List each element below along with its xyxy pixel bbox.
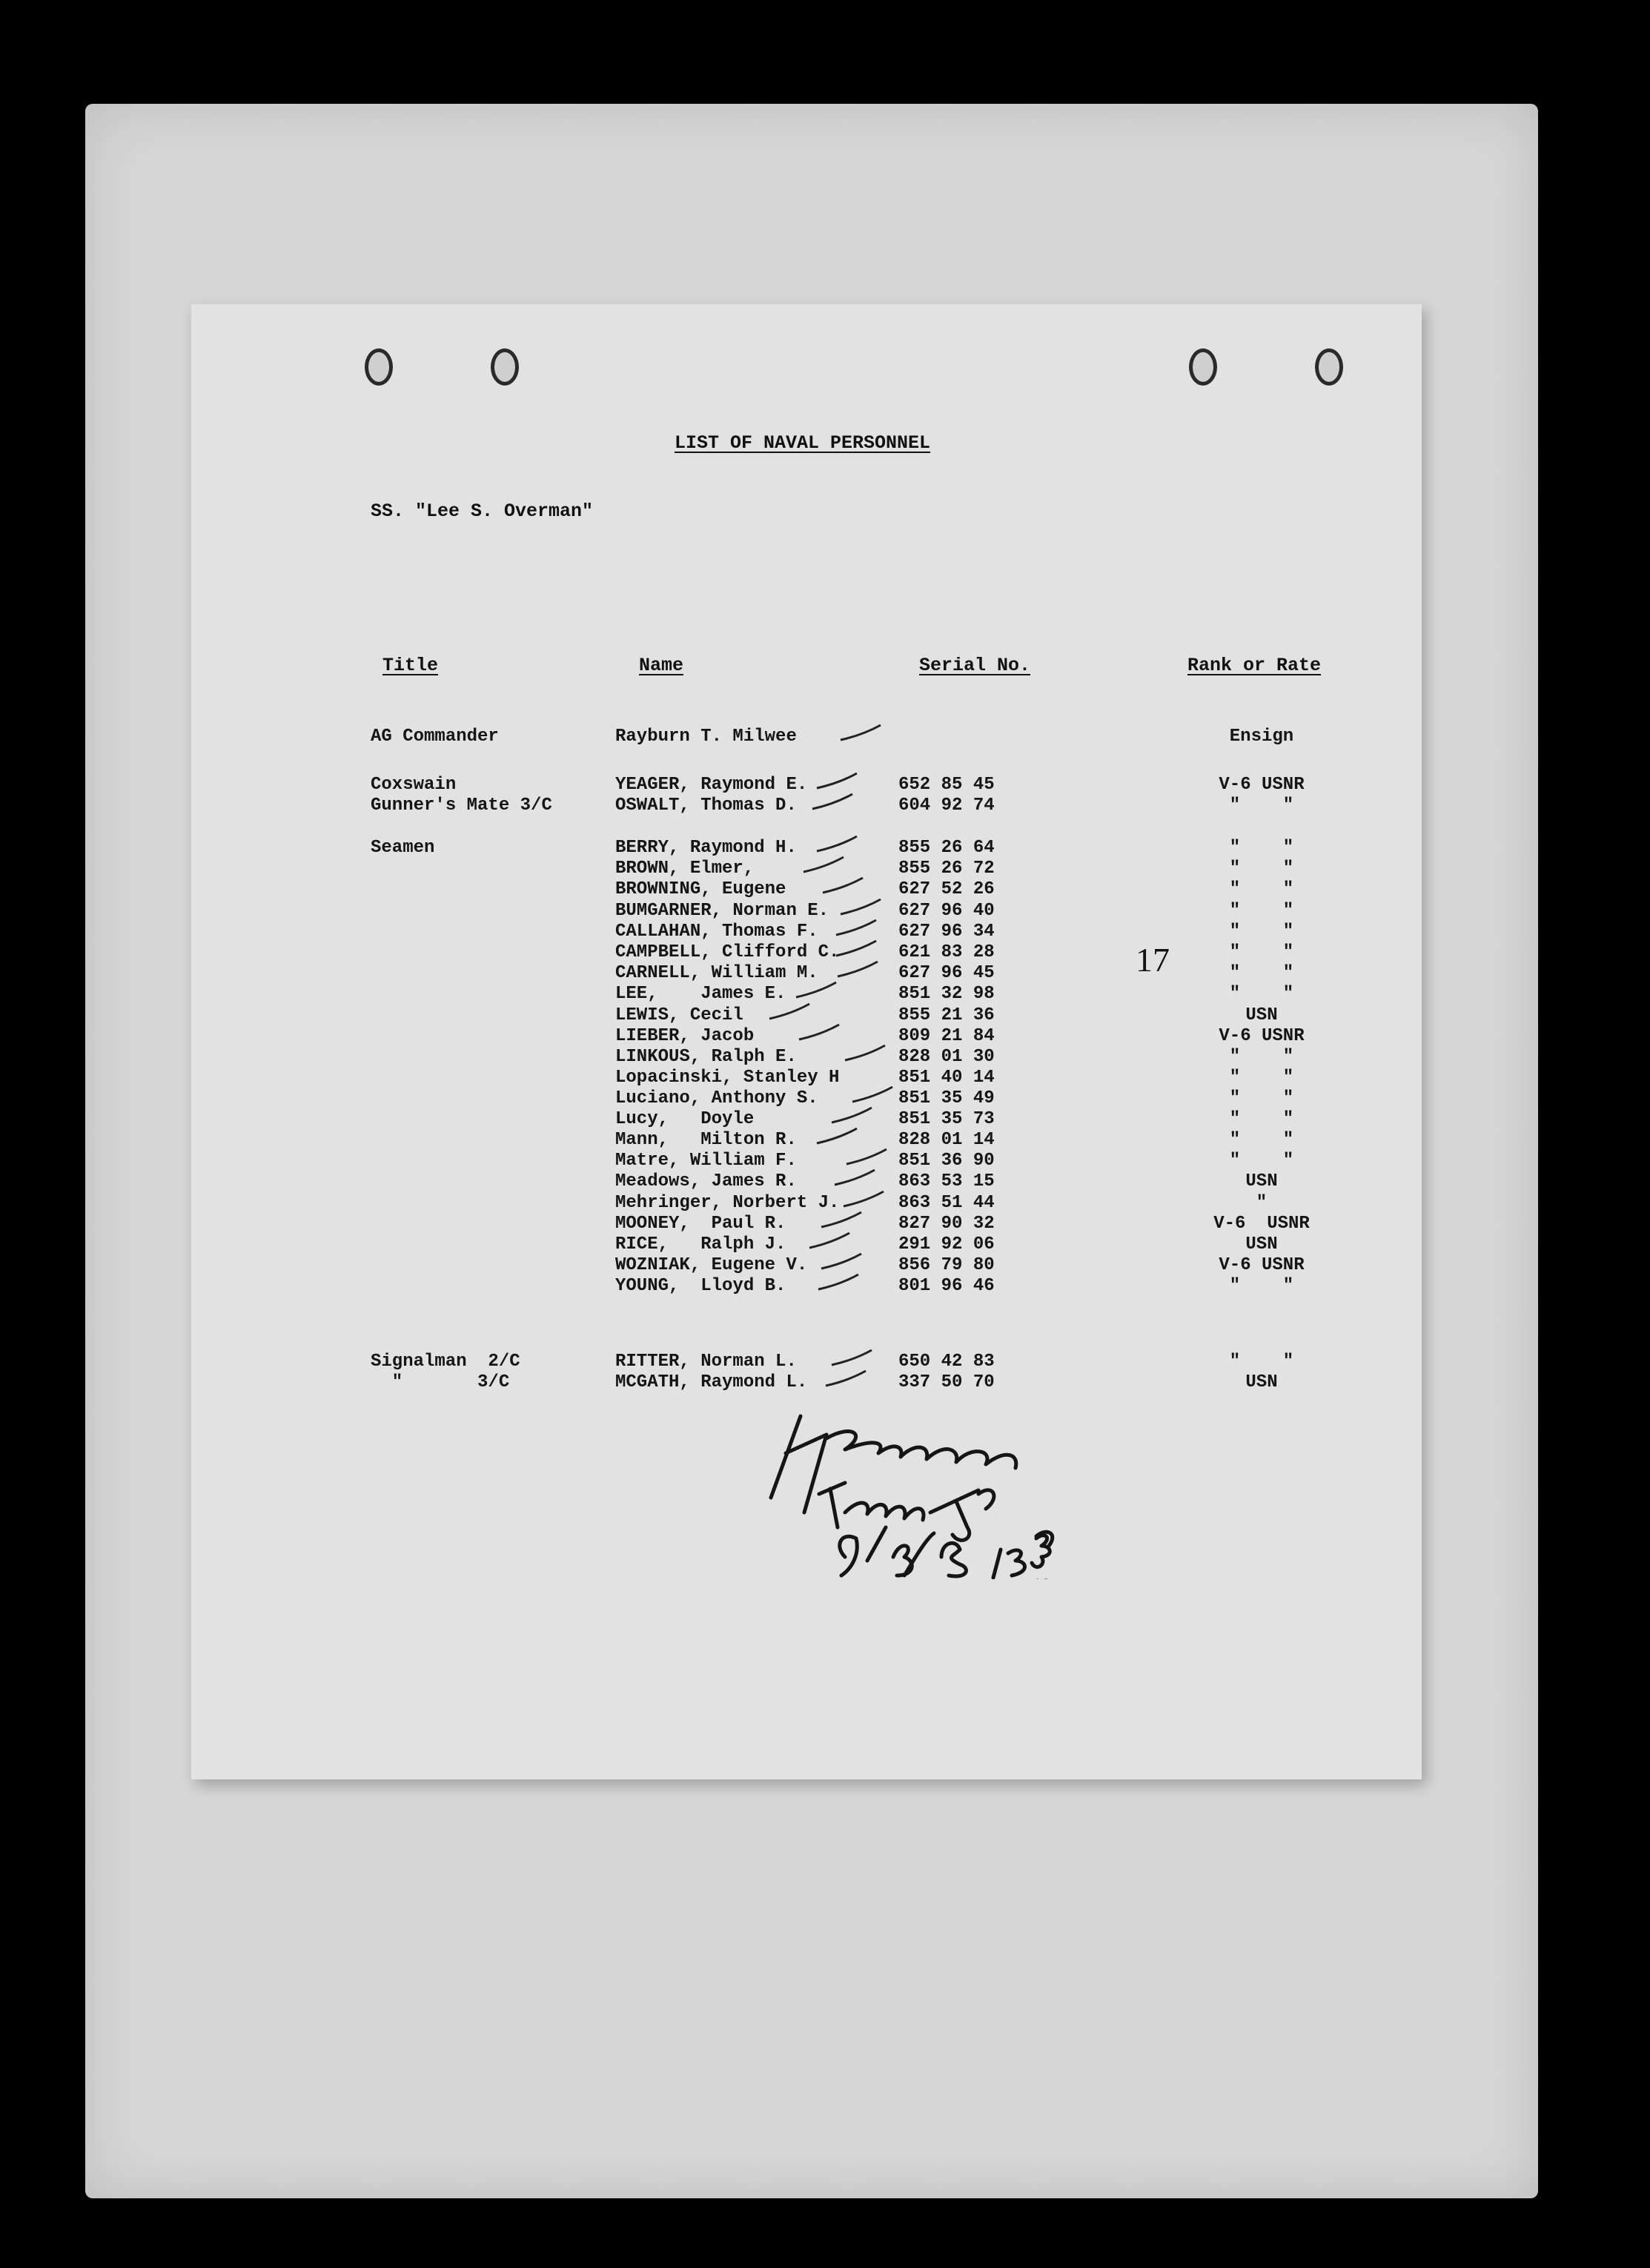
table-row <box>0 922 1650 944</box>
row-serial: 851 35 73 <box>898 1109 995 1129</box>
header-rank: Rank or Rate <box>1187 655 1322 676</box>
row-rank: USN <box>1245 1171 1278 1191</box>
check-mark-icon <box>811 791 855 813</box>
row-rank: " " <box>1229 1151 1294 1171</box>
row-serial: 828 01 30 <box>898 1047 995 1067</box>
row-title: AG Commander <box>371 727 499 747</box>
row-rank: " " <box>1229 922 1294 942</box>
check-mark-icon <box>808 1230 852 1252</box>
row-name: Rayburn T. Milwee <box>615 727 797 747</box>
row-serial: 801 96 46 <box>898 1276 995 1296</box>
check-mark-icon <box>833 1167 878 1189</box>
row-rank: " " <box>1229 1109 1294 1129</box>
row-rank: USN <box>1245 1005 1278 1025</box>
table-row <box>0 984 1650 1006</box>
table-row <box>0 1088 1650 1111</box>
row-rank: V-6 USNR <box>1219 775 1305 795</box>
row-name: LIEBER, Jacob <box>615 1026 755 1046</box>
table-row <box>0 796 1650 818</box>
check-mark-icon <box>820 1251 864 1273</box>
row-rank: " " <box>1229 963 1294 983</box>
punch-hole <box>365 348 393 386</box>
check-mark-icon <box>844 1042 888 1065</box>
table-row <box>0 1276 1650 1298</box>
row-name: YOUNG, Lloyd B. <box>615 1276 786 1296</box>
handwritten-signature <box>756 1409 1097 1579</box>
row-name: CALLAHAN, Thomas F. <box>615 922 818 942</box>
check-mark-icon <box>798 1022 842 1044</box>
header-title: Title <box>382 655 439 676</box>
table-row <box>0 1047 1650 1069</box>
row-serial: 627 52 26 <box>898 879 995 899</box>
table-row <box>0 1171 1650 1194</box>
check-mark-icon <box>815 770 860 793</box>
row-serial: 855 26 72 <box>898 859 995 879</box>
row-rank: " <box>1256 1193 1268 1213</box>
table-row <box>0 901 1650 923</box>
punch-hole <box>491 348 519 386</box>
row-name: Meadows, James R. <box>615 1171 797 1191</box>
row-name: Luciano, Anthony S. <box>615 1088 818 1108</box>
table-row <box>0 1372 1650 1395</box>
row-rank: V-6 USNR <box>1213 1214 1310 1234</box>
row-name: RICE, Ralph J. <box>615 1234 786 1254</box>
row-rank: " " <box>1229 1276 1294 1296</box>
row-rank: " " <box>1229 1130 1294 1150</box>
table-row <box>0 1151 1650 1173</box>
row-rank: USN <box>1245 1372 1278 1392</box>
check-mark-icon <box>830 1347 875 1369</box>
check-mark-icon <box>835 938 879 960</box>
check-mark-icon <box>839 722 884 744</box>
row-rank: " " <box>1229 984 1294 1004</box>
row-serial: 851 40 14 <box>898 1068 995 1088</box>
punch-hole <box>1189 348 1217 386</box>
row-rank: " " <box>1229 879 1294 899</box>
row-name: BROWNING, Eugene <box>615 879 786 899</box>
row-rank: " " <box>1229 1047 1294 1067</box>
row-rank: " " <box>1229 838 1294 858</box>
row-rank: " " <box>1229 901 1294 921</box>
table-row <box>0 879 1650 902</box>
check-mark-icon <box>817 1272 861 1294</box>
check-mark-icon <box>820 1209 864 1231</box>
check-mark-icon <box>821 875 866 897</box>
ship-name: SS. "Lee S. Overman" <box>371 500 594 522</box>
row-rank: " " <box>1229 859 1294 879</box>
table-row <box>0 727 1650 749</box>
check-mark-icon <box>839 896 884 919</box>
row-name: CAMPBELL, Clifford C. <box>615 942 840 962</box>
check-mark-icon <box>835 917 879 939</box>
row-title: Signalman 2/C <box>371 1352 520 1372</box>
row-name: BERRY, Raymond H. <box>615 838 797 858</box>
row-name: Lopacinski, Stanley H <box>615 1068 840 1088</box>
row-name: LEE, James E. <box>615 984 786 1004</box>
row-serial: 851 36 90 <box>898 1151 995 1171</box>
row-serial: 863 51 44 <box>898 1193 995 1213</box>
row-name: WOZNIAK, Eugene V. <box>615 1255 808 1275</box>
row-serial: 856 79 80 <box>898 1255 995 1275</box>
header-serial: Serial No. <box>919 655 1031 676</box>
row-rank: " " <box>1229 1352 1294 1372</box>
check-mark-icon <box>815 833 860 856</box>
check-mark-icon <box>836 959 881 981</box>
row-name: BROWN, Elmer, <box>615 859 755 879</box>
table-row <box>0 942 1650 965</box>
row-serial: 627 96 34 <box>898 922 995 942</box>
row-name: OSWALT, Thomas D. <box>615 796 797 816</box>
row-rank: Ensign <box>1229 727 1294 747</box>
row-serial: 828 01 14 <box>898 1130 995 1150</box>
row-serial: 809 21 84 <box>898 1026 995 1046</box>
row-name: Mehringer, Norbert J. <box>615 1193 840 1213</box>
check-mark-icon <box>795 979 839 1002</box>
row-title: " 3/C <box>371 1372 510 1392</box>
row-name: YEAGER, Raymond E. <box>615 775 808 795</box>
check-mark-icon <box>815 1125 860 1148</box>
table-row <box>0 1026 1650 1048</box>
row-serial: 337 50 70 <box>898 1372 995 1392</box>
row-serial: 627 96 45 <box>898 963 995 983</box>
row-name: Mann, Milton R. <box>615 1130 797 1150</box>
row-serial: 621 83 28 <box>898 942 995 962</box>
row-title: Seamen <box>371 838 435 858</box>
check-mark-icon <box>842 1188 887 1211</box>
row-name: CARNELL, William M. <box>615 963 818 983</box>
row-rank: USN <box>1245 1234 1278 1254</box>
row-serial: 291 92 06 <box>898 1234 995 1254</box>
row-title: Gunner's Mate 3/C <box>371 796 552 816</box>
row-serial: 827 90 32 <box>898 1214 995 1234</box>
row-name: LEWIS, Cecil <box>615 1005 743 1025</box>
row-name: Matre, William F. <box>615 1151 797 1171</box>
check-mark-icon <box>802 854 846 876</box>
punch-hole <box>1315 348 1343 386</box>
check-mark-icon <box>824 1368 869 1390</box>
table-row <box>0 1130 1650 1152</box>
row-rank: V-6 USNR <box>1219 1255 1305 1275</box>
row-rank: " " <box>1229 1088 1294 1108</box>
row-rank: V-6 USNR <box>1219 1026 1305 1046</box>
row-serial: 863 53 15 <box>898 1171 995 1191</box>
row-name: MOONEY, Paul R. <box>615 1214 786 1234</box>
row-serial: 855 26 64 <box>898 838 995 858</box>
row-title: Coxswain <box>371 775 457 795</box>
table-row <box>0 1068 1650 1090</box>
row-name: Lucy, Doyle <box>615 1109 755 1129</box>
document-title: LIST OF NAVAL PERSONNEL <box>675 432 931 454</box>
row-name: LINKOUS, Ralph E. <box>615 1047 797 1067</box>
check-mark-icon <box>845 1146 889 1168</box>
row-serial: 650 42 83 <box>898 1352 995 1372</box>
row-serial: 855 21 36 <box>898 1005 995 1025</box>
row-rank: " " <box>1229 1068 1294 1088</box>
row-name: MCGATH, Raymond L. <box>615 1372 808 1392</box>
row-name: RITTER, Norman L. <box>615 1352 797 1372</box>
row-rank: " " <box>1229 942 1294 962</box>
check-mark-icon <box>768 1001 812 1023</box>
row-serial: 652 85 45 <box>898 775 995 795</box>
row-rank: " " <box>1229 796 1294 816</box>
check-mark-icon <box>830 1105 875 1127</box>
row-serial: 851 35 49 <box>898 1088 995 1108</box>
row-name: BUMGARNER, Norman E. <box>615 901 829 921</box>
margin-number: 17 <box>1136 941 1170 979</box>
row-serial: 851 32 98 <box>898 984 995 1004</box>
check-mark-icon <box>851 1084 895 1106</box>
row-serial: 604 92 74 <box>898 796 995 816</box>
header-name: Name <box>639 655 684 676</box>
row-serial: 627 96 40 <box>898 901 995 921</box>
